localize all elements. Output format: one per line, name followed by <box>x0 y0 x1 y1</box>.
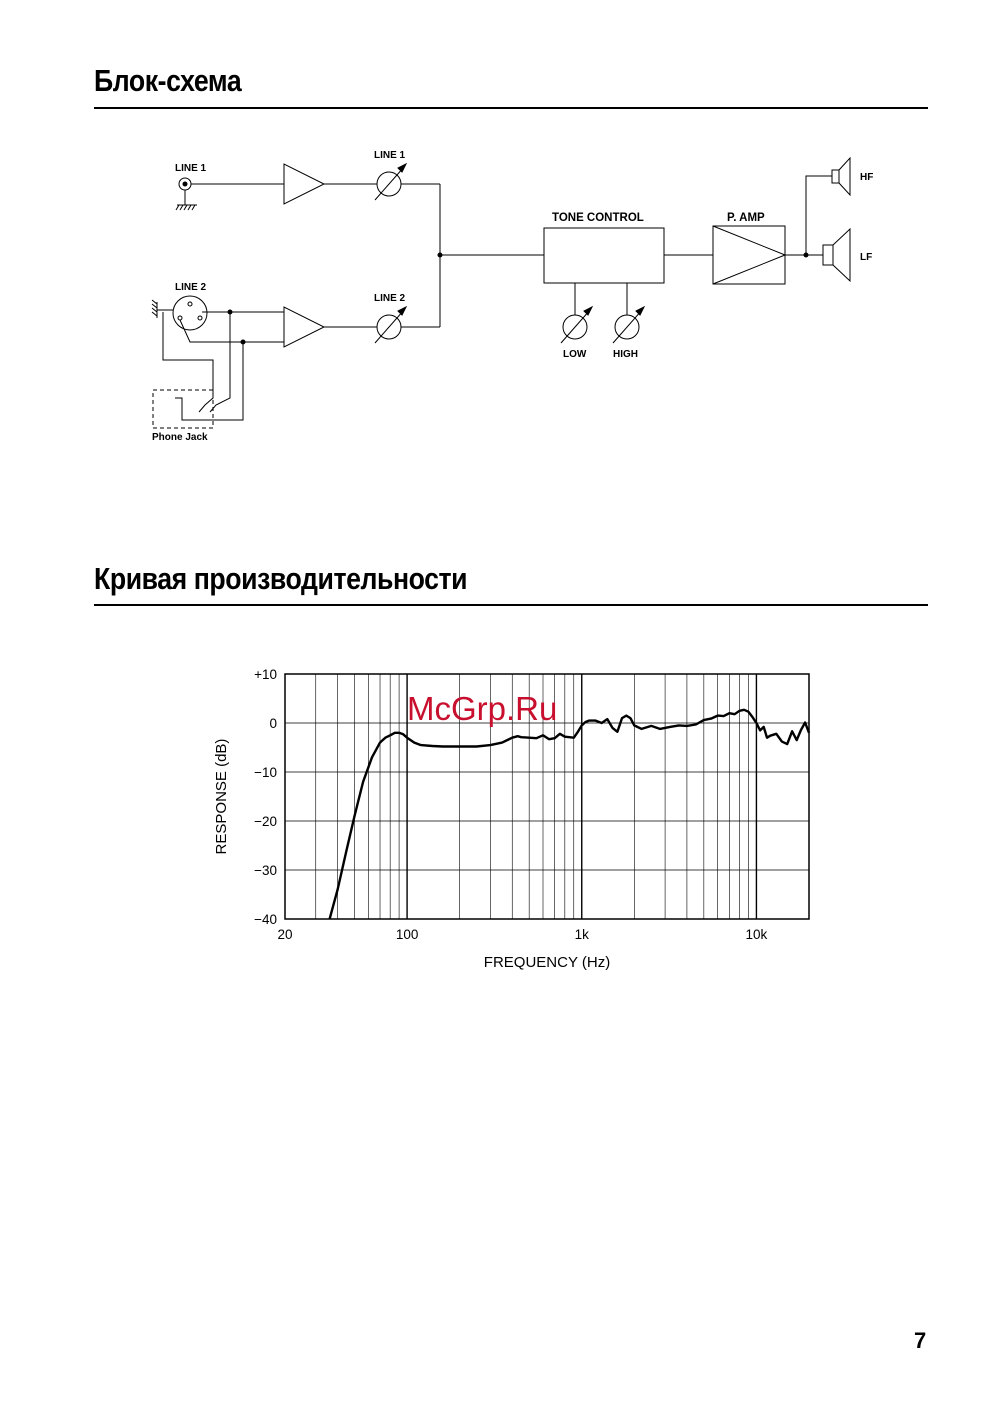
x-tick-label: 10k <box>745 927 768 942</box>
y-tick-label: −20 <box>254 814 277 829</box>
line2-volume-label: LINE 2 <box>374 293 406 304</box>
hf-label: HF <box>860 172 874 183</box>
y-tick-label: −30 <box>254 863 277 878</box>
line1-volume-knob-icon <box>375 164 406 200</box>
phone-jack-icon <box>163 312 243 420</box>
line2-preamp-icon <box>284 307 324 347</box>
line1-input-label: LINE 1 <box>175 163 207 174</box>
low-knob-icon <box>561 307 592 343</box>
line2-xlr-icon <box>173 296 207 330</box>
high-knob-icon <box>613 307 644 343</box>
y-axis-label: RESPONSE (dB) <box>213 738 230 855</box>
line1-preamp-icon <box>284 164 324 204</box>
power-amp-label: P. AMP <box>727 212 765 224</box>
line1-volume-label: LINE 1 <box>374 150 406 161</box>
hf-speaker-icon <box>832 158 850 195</box>
response-curve <box>330 710 809 919</box>
x-tick-label: 20 <box>277 927 293 942</box>
frequency-response-chart <box>0 415 1000 1415</box>
line2-volume-knob-icon <box>375 307 406 343</box>
phone-jack-label: Phone Jack <box>152 432 208 443</box>
y-tick-label: −40 <box>254 912 277 927</box>
tone-control-block <box>544 228 664 283</box>
line2-input-label: LINE 2 <box>175 282 207 293</box>
curve-title: Кривая производительности <box>94 561 468 596</box>
y-tick-label: +10 <box>254 667 277 682</box>
y-tick-label: −10 <box>254 765 277 780</box>
watermark: McGrp.Ru <box>407 690 558 727</box>
page-number: 7 <box>914 1328 927 1353</box>
high-label: HIGH <box>613 349 638 360</box>
x-tick-label: 1k <box>574 927 589 942</box>
power-amp-block <box>713 226 785 284</box>
ground-icon <box>176 190 197 210</box>
x-axis-label: FREQUENCY (Hz) <box>483 954 611 971</box>
block-diagram-title: Блок-схема <box>94 63 242 98</box>
low-label: LOW <box>563 349 587 360</box>
lf-speaker-icon <box>823 229 850 281</box>
tone-control-label: TONE CONTROL <box>552 212 644 224</box>
lf-label: LF <box>860 252 873 263</box>
line1-jack-center <box>183 182 187 186</box>
y-tick-label: 0 <box>269 716 277 731</box>
x-tick-label: 100 <box>395 927 419 942</box>
